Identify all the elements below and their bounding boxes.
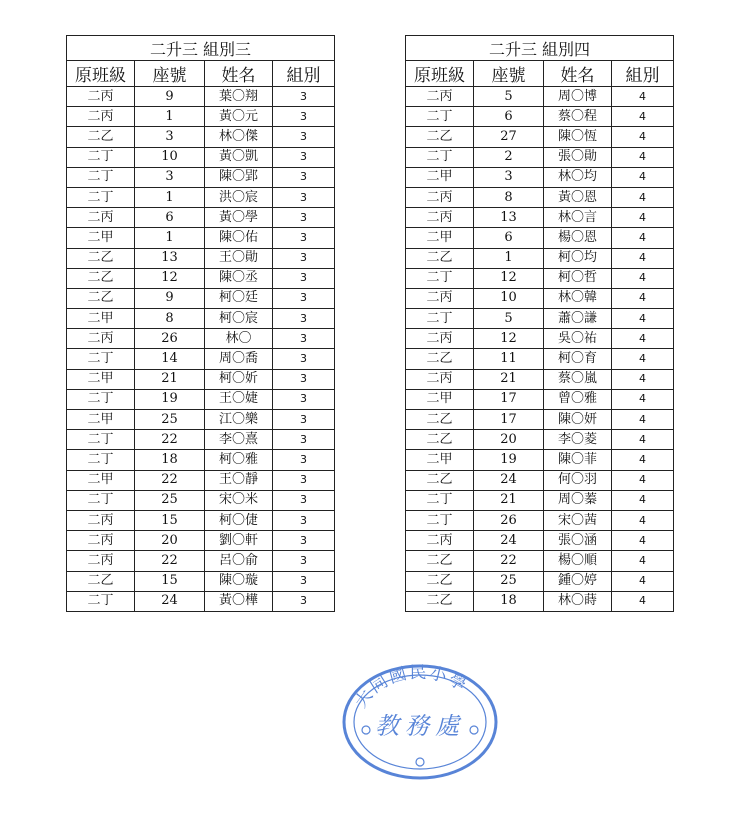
table-row <box>406 430 674 450</box>
cell-seat-number: 5 <box>474 309 544 329</box>
cell-original-class: 二丁 <box>67 167 135 187</box>
cell-group: 4 <box>612 410 674 430</box>
cell-original-class: 二丁 <box>406 107 474 127</box>
cell-group: 3 <box>273 87 335 107</box>
cell-original-class: 二甲 <box>67 410 135 430</box>
school-office-stamp <box>340 660 500 780</box>
cell-seat-number: 27 <box>474 127 544 147</box>
cell-original-class: 二丁 <box>67 349 135 369</box>
roster-table <box>66 35 335 612</box>
cell-seat-number: 3 <box>135 127 205 147</box>
cell-seat-number: 11 <box>474 349 544 369</box>
header-original-class: 原班級 <box>67 61 135 87</box>
table-row <box>67 127 335 147</box>
cell-name: 林〇韓 <box>544 288 612 308</box>
header-group: 組別 <box>273 61 335 87</box>
cell-seat-number: 3 <box>135 167 205 187</box>
cell-name: 林〇均 <box>544 167 612 187</box>
cell-group: 4 <box>612 208 674 228</box>
table-row <box>406 389 674 409</box>
table-row <box>406 450 674 470</box>
cell-group: 3 <box>273 187 335 207</box>
cell-group: 4 <box>612 228 674 248</box>
roster-table-group-4 <box>405 35 674 612</box>
table-row <box>67 167 335 187</box>
table-row <box>67 329 335 349</box>
cell-group: 3 <box>273 551 335 571</box>
cell-seat-number: 24 <box>135 591 205 611</box>
cell-original-class: 二乙 <box>406 349 474 369</box>
cell-group: 3 <box>273 268 335 288</box>
cell-name: 黃〇樺 <box>205 591 273 611</box>
cell-original-class: 二丁 <box>67 430 135 450</box>
table-row <box>406 470 674 490</box>
cell-name: 洪〇宸 <box>205 187 273 207</box>
cell-original-class: 二甲 <box>67 369 135 389</box>
cell-original-class: 二丁 <box>406 147 474 167</box>
header-group: 組別 <box>612 61 674 87</box>
cell-name: 王〇勛 <box>205 248 273 268</box>
cell-group: 3 <box>273 147 335 167</box>
cell-group: 3 <box>273 107 335 127</box>
table-row <box>67 349 335 369</box>
header-seat-number: 座號 <box>474 61 544 87</box>
header-original-class: 原班級 <box>406 61 474 87</box>
cell-original-class: 二丙 <box>67 510 135 530</box>
cell-name: 陳〇妍 <box>544 410 612 430</box>
table-row <box>67 551 335 571</box>
cell-seat-number: 18 <box>474 591 544 611</box>
cell-name: 陳〇菲 <box>544 450 612 470</box>
cell-group: 3 <box>273 450 335 470</box>
cell-group: 4 <box>612 87 674 107</box>
cell-name: 何〇羽 <box>544 470 612 490</box>
cell-name: 楊〇順 <box>544 551 612 571</box>
cell-name: 黃〇元 <box>205 107 273 127</box>
cell-name: 林〇言 <box>544 208 612 228</box>
table-row <box>406 127 674 147</box>
cell-group: 4 <box>612 430 674 450</box>
table-row <box>406 490 674 510</box>
header-name: 姓名 <box>544 61 612 87</box>
roster-table <box>405 35 674 612</box>
cell-seat-number: 1 <box>135 187 205 207</box>
table-row <box>406 87 674 107</box>
cell-seat-number: 2 <box>474 147 544 167</box>
cell-original-class: 二丙 <box>67 531 135 551</box>
table-row <box>406 248 674 268</box>
table-row <box>67 268 335 288</box>
table-row <box>67 571 335 591</box>
cell-original-class: 二乙 <box>67 127 135 147</box>
cell-name: 柯〇雅 <box>205 450 273 470</box>
cell-seat-number: 15 <box>135 571 205 591</box>
cell-name: 黃〇凱 <box>205 147 273 167</box>
cell-group: 4 <box>612 309 674 329</box>
cell-group: 4 <box>612 248 674 268</box>
cell-original-class: 二乙 <box>406 410 474 430</box>
cell-name: 宋〇米 <box>205 490 273 510</box>
cell-group: 4 <box>612 167 674 187</box>
table-row <box>67 389 335 409</box>
cell-original-class: 二甲 <box>406 450 474 470</box>
cell-seat-number: 26 <box>135 329 205 349</box>
cell-name: 蔡〇程 <box>544 107 612 127</box>
cell-seat-number: 8 <box>135 309 205 329</box>
cell-group: 3 <box>273 167 335 187</box>
cell-name: 林〇傑 <box>205 127 273 147</box>
cell-original-class: 二丙 <box>406 187 474 207</box>
cell-group: 3 <box>273 470 335 490</box>
cell-seat-number: 15 <box>135 510 205 530</box>
cell-group: 4 <box>612 591 674 611</box>
table-row <box>406 531 674 551</box>
cell-original-class: 二乙 <box>67 248 135 268</box>
cell-original-class: 二丙 <box>67 329 135 349</box>
cell-name: 蕭〇謙 <box>544 309 612 329</box>
cell-original-class: 二甲 <box>406 389 474 409</box>
cell-name: 柯〇育 <box>544 349 612 369</box>
cell-seat-number: 22 <box>135 551 205 571</box>
cell-seat-number: 24 <box>474 470 544 490</box>
table-row <box>406 591 674 611</box>
cell-seat-number: 22 <box>135 470 205 490</box>
cell-seat-number: 20 <box>474 430 544 450</box>
cell-seat-number: 6 <box>474 107 544 127</box>
cell-group: 3 <box>273 349 335 369</box>
cell-seat-number: 14 <box>135 349 205 369</box>
cell-name: 陳〇恆 <box>544 127 612 147</box>
table-row <box>406 167 674 187</box>
cell-name: 陳〇佑 <box>205 228 273 248</box>
cell-group: 4 <box>612 349 674 369</box>
table-row <box>406 309 674 329</box>
cell-name: 呂〇俞 <box>205 551 273 571</box>
cell-name: 黃〇恩 <box>544 187 612 207</box>
cell-group: 3 <box>273 591 335 611</box>
cell-name: 王〇靜 <box>205 470 273 490</box>
table-row <box>406 228 674 248</box>
cell-original-class: 二丙 <box>406 288 474 308</box>
cell-original-class: 二丙 <box>406 208 474 228</box>
cell-original-class: 二乙 <box>406 248 474 268</box>
cell-name: 周〇喬 <box>205 349 273 369</box>
cell-seat-number: 18 <box>135 450 205 470</box>
cell-name: 林〇 <box>205 329 273 349</box>
table-row <box>406 107 674 127</box>
cell-name: 劉〇軒 <box>205 531 273 551</box>
cell-name: 柯〇妡 <box>205 369 273 389</box>
cell-original-class: 二乙 <box>406 430 474 450</box>
cell-name: 葉〇翔 <box>205 87 273 107</box>
cell-seat-number: 24 <box>474 531 544 551</box>
cell-seat-number: 9 <box>135 288 205 308</box>
cell-group: 4 <box>612 571 674 591</box>
cell-original-class: 二甲 <box>67 228 135 248</box>
cell-group: 4 <box>612 288 674 308</box>
cell-name: 李〇菱 <box>544 430 612 450</box>
cell-seat-number: 22 <box>474 551 544 571</box>
cell-original-class: 二乙 <box>67 288 135 308</box>
table-row <box>67 187 335 207</box>
cell-seat-number: 25 <box>135 490 205 510</box>
cell-group: 3 <box>273 228 335 248</box>
cell-name: 柯〇哲 <box>544 268 612 288</box>
cell-original-class: 二丙 <box>67 87 135 107</box>
cell-name: 柯〇倢 <box>205 510 273 530</box>
table-row <box>406 551 674 571</box>
table-row <box>406 147 674 167</box>
cell-name: 蔡〇嵐 <box>544 369 612 389</box>
cell-original-class: 二乙 <box>406 591 474 611</box>
cell-original-class: 二甲 <box>406 228 474 248</box>
cell-seat-number: 13 <box>135 248 205 268</box>
cell-name: 張〇涵 <box>544 531 612 551</box>
cell-seat-number: 10 <box>135 147 205 167</box>
cell-group: 4 <box>612 531 674 551</box>
cell-group: 4 <box>612 187 674 207</box>
cell-seat-number: 19 <box>474 450 544 470</box>
cell-original-class: 二丁 <box>406 309 474 329</box>
cell-original-class: 二乙 <box>67 571 135 591</box>
table-row <box>406 268 674 288</box>
cell-group: 4 <box>612 510 674 530</box>
cell-seat-number: 17 <box>474 389 544 409</box>
cell-original-class: 二丙 <box>67 551 135 571</box>
cell-original-class: 二丙 <box>67 208 135 228</box>
cell-group: 3 <box>273 389 335 409</box>
cell-original-class: 二丁 <box>406 490 474 510</box>
stamp-arc-text: 大同國民小學 <box>351 662 472 712</box>
cell-seat-number: 19 <box>135 389 205 409</box>
table-row <box>67 228 335 248</box>
cell-group: 3 <box>273 430 335 450</box>
cell-group: 4 <box>612 490 674 510</box>
table-row <box>67 430 335 450</box>
cell-name: 林〇蒔 <box>544 591 612 611</box>
cell-original-class: 二丙 <box>406 87 474 107</box>
cell-seat-number: 9 <box>135 87 205 107</box>
header-name: 姓名 <box>205 61 273 87</box>
cell-seat-number: 12 <box>474 268 544 288</box>
table-row <box>406 510 674 530</box>
cell-seat-number: 25 <box>135 410 205 430</box>
cell-group: 3 <box>273 571 335 591</box>
cell-seat-number: 6 <box>474 228 544 248</box>
table-row <box>406 571 674 591</box>
table-row <box>406 208 674 228</box>
cell-original-class: 二丁 <box>67 187 135 207</box>
cell-name: 吳〇祐 <box>544 329 612 349</box>
cell-name: 黃〇學 <box>205 208 273 228</box>
cell-name: 宋〇茜 <box>544 510 612 530</box>
cell-seat-number: 1 <box>474 248 544 268</box>
cell-group: 3 <box>273 410 335 430</box>
table-row <box>406 329 674 349</box>
table-row <box>67 410 335 430</box>
cell-name: 張〇勛 <box>544 147 612 167</box>
cell-group: 4 <box>612 470 674 490</box>
cell-group: 4 <box>612 147 674 167</box>
cell-group: 3 <box>273 127 335 147</box>
cell-original-class: 二乙 <box>406 127 474 147</box>
cell-seat-number: 1 <box>135 228 205 248</box>
table-row <box>67 107 335 127</box>
cell-group: 4 <box>612 329 674 349</box>
cell-original-class: 二丙 <box>406 531 474 551</box>
cell-group: 4 <box>612 450 674 470</box>
cell-name: 江〇樂 <box>205 410 273 430</box>
table-row <box>67 510 335 530</box>
roster-table-group-3 <box>66 35 335 612</box>
cell-seat-number: 13 <box>474 208 544 228</box>
cell-group: 3 <box>273 369 335 389</box>
stamp-center-text: 教務處 <box>375 712 465 740</box>
table-row <box>67 369 335 389</box>
cell-name: 陳〇郢 <box>205 167 273 187</box>
cell-original-class: 二丁 <box>406 510 474 530</box>
cell-name: 柯〇宸 <box>205 309 273 329</box>
cell-group: 4 <box>612 268 674 288</box>
table-row <box>67 531 335 551</box>
cell-seat-number: 10 <box>474 288 544 308</box>
table-row <box>67 591 335 611</box>
table-row <box>67 309 335 329</box>
cell-seat-number: 3 <box>474 167 544 187</box>
cell-seat-number: 25 <box>474 571 544 591</box>
table-row <box>67 470 335 490</box>
table-row <box>406 410 674 430</box>
table-title: 二升三 組別三 <box>67 36 335 61</box>
table-row <box>67 288 335 308</box>
table-row <box>67 450 335 470</box>
cell-group: 4 <box>612 127 674 147</box>
table-row <box>406 288 674 308</box>
cell-name: 鍾〇婷 <box>544 571 612 591</box>
cell-seat-number: 5 <box>474 87 544 107</box>
cell-name: 李〇熹 <box>205 430 273 450</box>
cell-seat-number: 21 <box>135 369 205 389</box>
cell-seat-number: 22 <box>135 430 205 450</box>
cell-group: 3 <box>273 309 335 329</box>
cell-original-class: 二乙 <box>406 551 474 571</box>
cell-original-class: 二甲 <box>67 309 135 329</box>
cell-original-class: 二丁 <box>67 389 135 409</box>
cell-original-class: 二甲 <box>406 167 474 187</box>
table-row <box>67 147 335 167</box>
cell-original-class: 二丙 <box>406 369 474 389</box>
cell-group: 3 <box>273 510 335 530</box>
table-row <box>67 490 335 510</box>
cell-name: 陳〇丞 <box>205 268 273 288</box>
cell-name: 柯〇廷 <box>205 288 273 308</box>
cell-name: 周〇蓁 <box>544 490 612 510</box>
cell-name: 王〇婕 <box>205 389 273 409</box>
cell-original-class: 二乙 <box>406 571 474 591</box>
table-row <box>406 369 674 389</box>
cell-group: 3 <box>273 208 335 228</box>
cell-original-class: 二乙 <box>406 470 474 490</box>
cell-group: 4 <box>612 551 674 571</box>
cell-group: 3 <box>273 490 335 510</box>
cell-seat-number: 12 <box>474 329 544 349</box>
cell-seat-number: 26 <box>474 510 544 530</box>
cell-group: 4 <box>612 107 674 127</box>
cell-group: 3 <box>273 288 335 308</box>
table-row <box>67 248 335 268</box>
cell-original-class: 二甲 <box>67 470 135 490</box>
cell-seat-number: 21 <box>474 490 544 510</box>
table-row <box>406 349 674 369</box>
cell-seat-number: 8 <box>474 187 544 207</box>
cell-original-class: 二乙 <box>67 268 135 288</box>
cell-group: 4 <box>612 389 674 409</box>
cell-name: 陳〇璇 <box>205 571 273 591</box>
cell-original-class: 二丁 <box>67 147 135 167</box>
cell-group: 3 <box>273 329 335 349</box>
table-row <box>67 208 335 228</box>
table-row <box>67 87 335 107</box>
table-row <box>406 187 674 207</box>
table-title: 二升三 組別四 <box>406 36 674 61</box>
cell-seat-number: 21 <box>474 369 544 389</box>
cell-seat-number: 20 <box>135 531 205 551</box>
cell-original-class: 二丁 <box>67 450 135 470</box>
cell-seat-number: 12 <box>135 268 205 288</box>
cell-original-class: 二丁 <box>67 591 135 611</box>
cell-seat-number: 17 <box>474 410 544 430</box>
cell-group: 4 <box>612 369 674 389</box>
cell-original-class: 二丁 <box>67 490 135 510</box>
cell-name: 柯〇均 <box>544 248 612 268</box>
cell-original-class: 二丙 <box>67 107 135 127</box>
cell-seat-number: 6 <box>135 208 205 228</box>
cell-original-class: 二丁 <box>406 268 474 288</box>
cell-original-class: 二丙 <box>406 329 474 349</box>
cell-name: 周〇博 <box>544 87 612 107</box>
header-seat-number: 座號 <box>135 61 205 87</box>
cell-name: 曾〇雅 <box>544 389 612 409</box>
cell-group: 3 <box>273 531 335 551</box>
cell-group: 3 <box>273 248 335 268</box>
cell-name: 楊〇恩 <box>544 228 612 248</box>
cell-seat-number: 1 <box>135 107 205 127</box>
